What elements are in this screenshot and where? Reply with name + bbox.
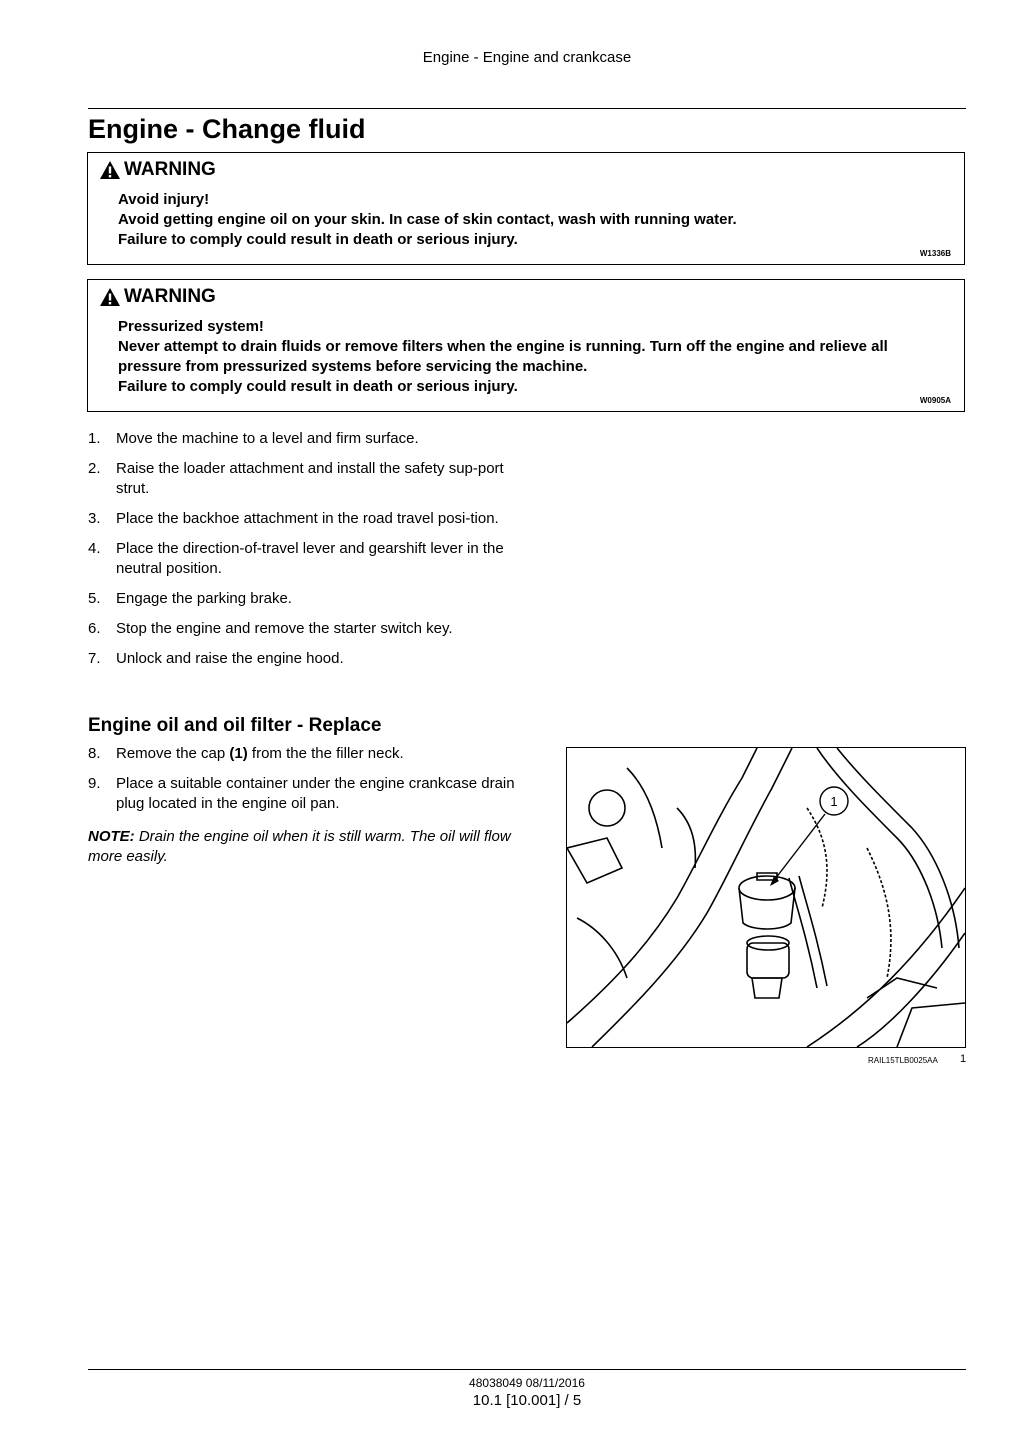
section-title: Engine oil and oil filter - Replace	[88, 715, 382, 736]
warning-header	[99, 159, 216, 181]
warning-label: WARNING	[124, 159, 216, 180]
step-number: 1.	[88, 430, 101, 447]
warning-line: Failure to comply could result in death or serious injury.	[118, 231, 518, 248]
step-text: Unlock and raise the engine hood.	[116, 650, 344, 667]
running-head: Engine - Engine and crankcase	[422, 49, 632, 66]
step-text: Stop the engine and remove the starter switch key.	[116, 620, 453, 637]
warning-line: Avoid getting engine oil on your skin. In case of skin contact, wash with running water.	[118, 211, 737, 228]
note	[88, 827, 533, 867]
warning-code: W0905A	[919, 396, 951, 405]
step-text: Place the direction-of-travel lever and gearshift lever in the neutral position.	[116, 540, 504, 577]
warning-triangle-icon	[99, 287, 121, 307]
step-number: 3.	[88, 510, 101, 527]
warning-text	[118, 317, 944, 397]
list-item	[88, 649, 533, 669]
list-item	[88, 459, 533, 499]
step-text: Place a suitable container under the engine crankcase drain plug located in the engine oil pan.	[116, 775, 515, 812]
warning-line: Failure to comply could result in death or serious injury.	[118, 378, 518, 395]
step-text: Engage the parking brake.	[116, 590, 292, 607]
footer-doc-id: 48038049 08/11/2016	[469, 1376, 585, 1390]
step-number: 8.	[88, 745, 101, 762]
warning-line: Never attempt to drain fluids or remove filters when the engine is running. Turn off the engine and relieve all pressure from pressurized systems before servicing the machine.	[118, 338, 888, 375]
list-item	[88, 619, 533, 639]
step-number: 9.	[88, 775, 101, 792]
engine-line-drawing	[567, 748, 965, 1047]
procedure-steps	[88, 429, 533, 679]
list-item	[88, 744, 533, 764]
warning-label: WARNING	[124, 286, 216, 307]
note-label: NOTE:	[88, 828, 135, 845]
step-number: 6.	[88, 620, 101, 637]
warning-header	[99, 286, 216, 308]
step-text: Place the backhoe attachment in the road travel posi-tion.	[116, 510, 499, 527]
warning-box-2	[87, 279, 965, 412]
step-number: 4.	[88, 540, 101, 557]
warning-text	[118, 190, 944, 250]
step-number: 5.	[88, 590, 101, 607]
list-item	[88, 509, 533, 529]
step-text-pre: Remove the cap	[116, 745, 230, 762]
warning-box-1	[87, 152, 965, 265]
step-number: 7.	[88, 650, 101, 667]
list-item	[88, 429, 533, 449]
warning-line: Avoid injury!	[118, 191, 210, 208]
section-steps	[88, 744, 533, 824]
bottom-rule	[88, 1369, 966, 1370]
callout-ref: (1)	[229, 745, 248, 762]
step-text-post: from the the filler neck.	[247, 745, 404, 762]
step-text: Raise the loader attachment and install the safety sup-port strut.	[116, 460, 504, 497]
warning-line: Pressurized system!	[118, 318, 264, 335]
step-text: Move the machine to a level and firm surface.	[116, 430, 419, 447]
footer-page-number: 10.1 [10.001] / 5	[472, 1392, 582, 1409]
page-title: Engine - Change fluid	[88, 114, 366, 144]
warning-triangle-icon	[99, 160, 121, 180]
list-item	[88, 589, 533, 609]
list-item	[88, 539, 533, 579]
figure-callout: 1	[830, 794, 838, 809]
warning-code: W1336B	[919, 249, 951, 258]
list-item	[88, 774, 533, 814]
engine-illustration	[566, 747, 966, 1048]
top-rule	[88, 108, 966, 109]
step-number: 2.	[88, 460, 101, 477]
figure-code: RAIL15TLB0025AA	[868, 1056, 938, 1065]
note-text: Drain the engine oil when it is still warm. The oil will flow more easily.	[88, 828, 511, 865]
figure-number: 1	[960, 1053, 967, 1065]
